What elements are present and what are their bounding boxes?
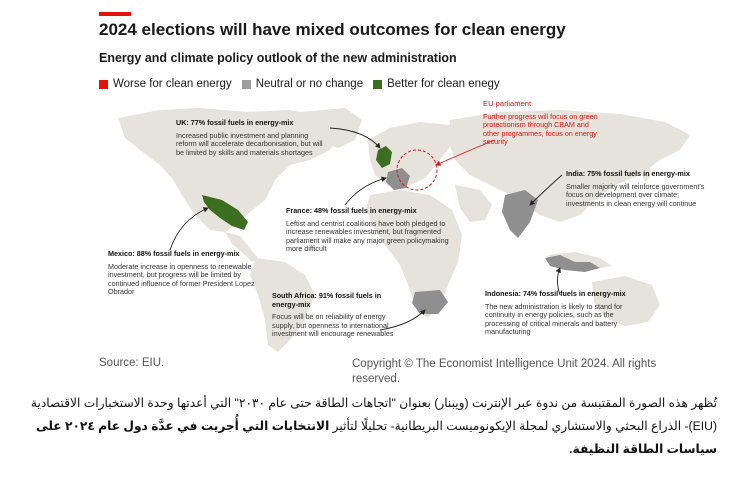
annotation-india-heading: India: 75% fossil fuels in energy-mix xyxy=(566,169,690,178)
source-note: Source: EIU. xyxy=(99,357,165,369)
copyright-note: Copyright © The Economist Intelligence Unit 2024. All rights reserved. xyxy=(352,358,657,385)
annotation-uk-body: Increased public investment and planning reform will accelerate decarbonisation, but will be limited by skills and materials shortages xyxy=(176,130,323,157)
annotation-indonesia-heading: Indonesia: 74% fossil fuels in energy-mix xyxy=(485,289,626,298)
caption-text: تُظهر هذه الصورة المقتبسة من ندوة عبر الإنترنت (ويبنار) بعنوان "اتجاهات الطاقة حتى عام ٢٠٣٠" التي أعدتها وحدة الاستخبارات الاقتصادية (EIU)- الذراع البحثي والاستشاري لمجلة الإيكونوميست البريطانية- تحليلًا لتأثير xyxy=(30,396,717,433)
annotation-mexico-body: Moderate increase in openness to renewable investment, but progress will be limited by continued influence of former President Lopez Obrador xyxy=(108,261,255,297)
arabia-landmass xyxy=(455,185,492,222)
annotation-india-body: Smaller majority will reinforce government's focus on development over climate; investments in clean energy will continue xyxy=(566,181,705,208)
annotation-uk xyxy=(176,119,326,157)
annotation-france-heading: France: 48% fossil fuels in energy-mix xyxy=(286,206,417,215)
annotation-eu xyxy=(483,100,603,147)
india-shape xyxy=(502,190,538,238)
annotation-indonesia xyxy=(485,290,650,337)
annotation-mexico-heading: Mexico: 88% fossil fuels in energy-mix xyxy=(108,249,240,258)
annotation-france-body: Leftist and centrist coalitions have both pledged to increase renewables investment, but fragmented parliament will make any major green policymaking more difficult xyxy=(286,218,449,254)
annotation-india xyxy=(566,170,706,208)
annotation-eu-heading: EU parliament xyxy=(483,99,532,108)
annotation-south-africa-heading: South Africa: 91% fossil fuels in energy-mix xyxy=(272,291,382,309)
annotation-uk-heading: UK: 77% fossil fuels in energy-mix xyxy=(176,118,294,127)
legend-label-neutral: Neutral or no change xyxy=(255,78,364,90)
annotation-south-africa xyxy=(272,292,407,339)
annotation-france xyxy=(286,207,451,254)
chart-subtitle: Energy and climate policy outlook of the new administration xyxy=(99,51,457,65)
chart-title: 2024 elections will have mixed outcomes for clean energy xyxy=(99,20,566,39)
annotation-eu-body: Further progress will focus on green protectionism through CBAM and other programmes, focus on energy security xyxy=(483,111,598,147)
annotation-indonesia-body: The new administration is likely to stand for continuity in energy policies, such as the processing of critical minerals and battery manufacturing xyxy=(485,301,623,337)
annotation-south-africa-body: Focus will be on reliability of energy supply, but openness to international investment will encourage renewables xyxy=(272,312,394,339)
legend-label-worse: Worse for clean energy xyxy=(113,78,232,90)
caption-bold-text: الانتخابات التي أُجريت في عدَّة دول عام ٢٠٢٤ على سياسات الطاقة النظيفة. xyxy=(36,419,717,456)
arabic-caption xyxy=(12,392,717,461)
legend-label-better: Better for clean enegy xyxy=(387,78,500,90)
annotation-mexico xyxy=(108,250,258,297)
